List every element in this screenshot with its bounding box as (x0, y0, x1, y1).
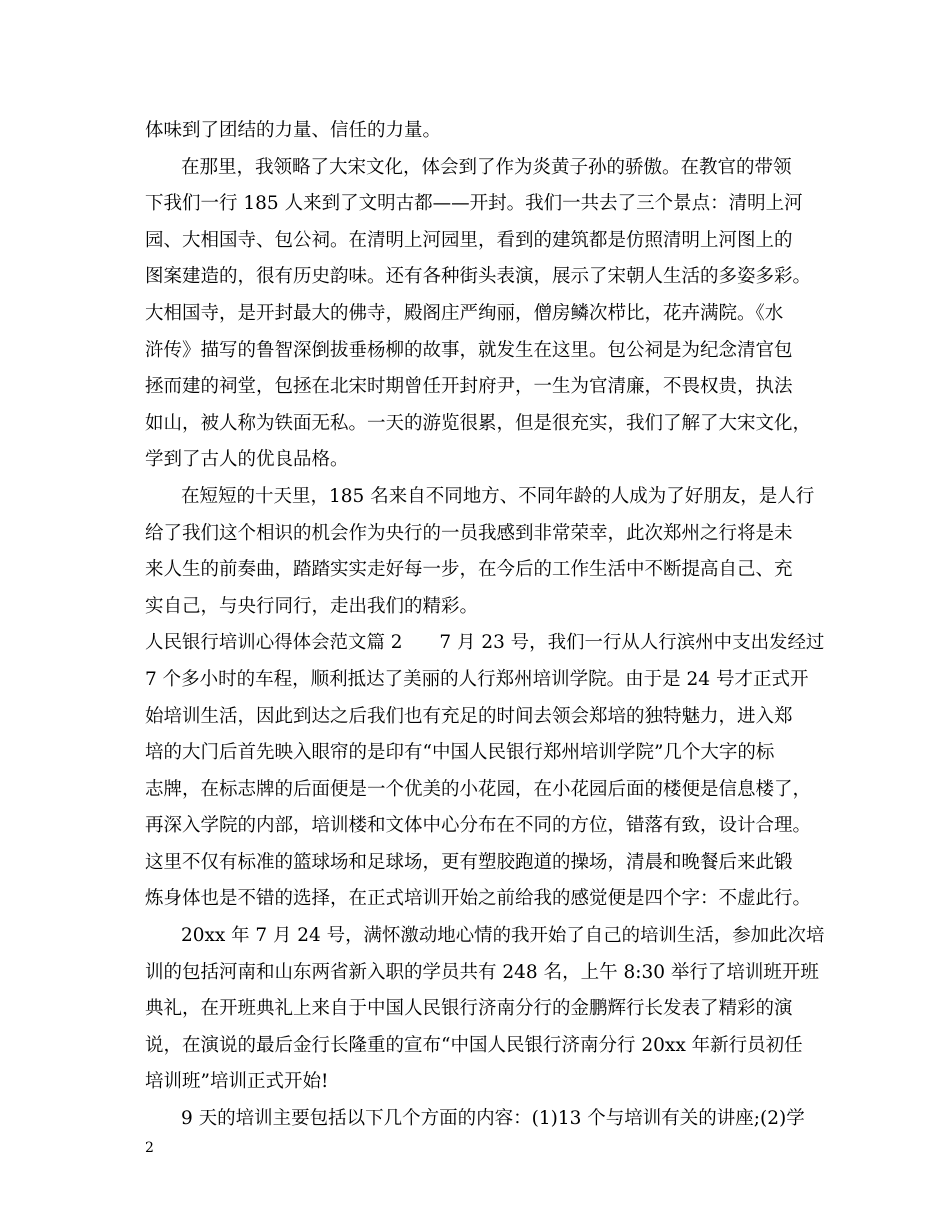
text-line: 大相国寺，是开封最大的佛寺，殿阁庄严绚丽，僧房鳞次栉比，花卉满院。《水 (145, 302, 784, 324)
text-line: 实自己，与央行同行，走出我们的精彩。 (145, 595, 479, 617)
text-line: 7 个多小时的车程，顺利抵达了美丽的人行郑州培训学院。由于是 24 号才正式开 (145, 668, 809, 690)
text-line: 园、大相国寺、包公祠。在清明上河园里，看到的建筑都是仿照清明上河图上的 (145, 229, 793, 251)
text-line: 典礼，在开班典礼上来自于中国人民银行济南分行的金鹏辉行长发表了精彩的演 (145, 998, 793, 1020)
text-line: 说，在演说的最后金行长隆重的宣布“中国人民银行济南分行 20xx 年新行员初任 (145, 1034, 803, 1056)
text-line: 拯而建的祠堂，包拯在北宋时期曾任开封府尹，一生为官清廉，不畏权贵，执法 (145, 376, 793, 398)
text-line: 9 天的培训主要包括以下几个方面的内容：(1)13 个与培训有关的讲座;(2)学 (181, 1108, 805, 1130)
text-line: 培训班”培训正式开始! (145, 1071, 329, 1093)
document-body (145, 113, 825, 1138)
text-line: 在那里，我领略了大宋文化，体会到了作为炎黄子孙的骄傲。在教官的带领 (181, 156, 792, 178)
text-line: 如山，被人称为铁面无私。一天的游览很累，但是很充实，我们了解了大宋文化， (145, 412, 812, 434)
text-line: 炼身体也是不错的选择，在正式培训开始之前给我的感觉便是四个字：不虚此行。 (145, 888, 812, 910)
text-line: 在短短的十天里，185 名来自不同地方、不同年龄的人成为了好朋友，是人行 (181, 485, 815, 507)
text-line: 给了我们这个相识的机会作为央行的一员我感到非常荣幸，此次郑州之行将是未 (145, 522, 793, 544)
text-line: 训的包括河南和山东两省新入职的学员共有 248 名，上午 8:30 举行了培训班开班 (145, 961, 819, 983)
text-line: 再深入学院的内部，培训楼和文体中心分布在不同的方位，错落有致，设计合理。 (145, 815, 812, 837)
text-line: 浒传》描写的鲁智深倒拔垂杨柳的故事，就发生在这里。包公祠是为纪念清官包 (145, 339, 793, 361)
text-line: 学到了古人的优良品格。 (145, 449, 349, 471)
text-line: 始培训生活，因此到达之后我们也有充足的时间去领会郑培的独特魅力，进入郑 (145, 705, 793, 727)
text-line: 20xx 年 7 月 24 号，满怀激动地心情的我开始了自己的培训生活，参加此次培 (181, 925, 825, 947)
text-line: 来人生的前奏曲，踏踏实实走好每一步，在今后的工作生活中不断提高自己、充 (145, 559, 793, 581)
text-line: 人民银行培训心得体会范文篇 2 7 月 23 号，我们一行从人行滨州中支出发经过 (145, 632, 825, 654)
text-line: 培的大门后首先映入眼帘的是印有“中国人民银行郑州培训学院”几个大字的标 (145, 742, 775, 764)
text-line: 下我们一行 185 人来到了文明古都——开封。我们一共去了三个景点：清明上河 (145, 193, 803, 215)
text-line: 图案建造的，很有历史韵味。还有各种街头表演，展示了宋朝人生活的多姿多彩。 (145, 266, 812, 288)
text-line: 志牌，在标志牌的后面便是一个优美的小花园，在小花园后面的楼便是信息楼了， (145, 778, 812, 800)
text-line: 这里不仅有标准的篮球场和足球场，更有塑胶跑道的操场，清晨和晚餐后来此锻 (145, 851, 793, 873)
text-line: 体味到了团结的力量、信任的力量。 (145, 120, 442, 141)
page-number: 2 (145, 1140, 154, 1156)
